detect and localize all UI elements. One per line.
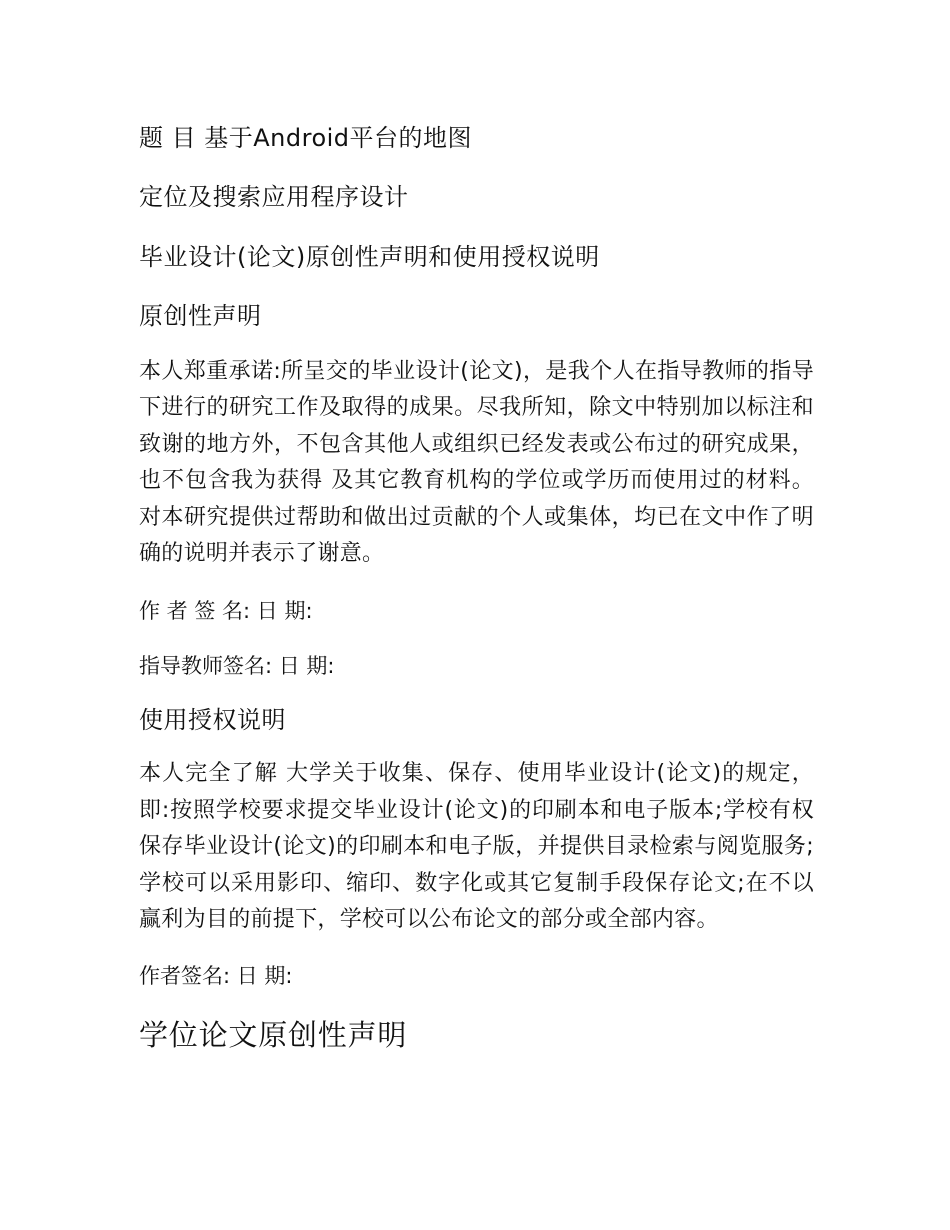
originality-heading: 原创性声明 <box>139 302 262 330</box>
advisor-signature-line: 指导教师签名: 日 期: <box>139 654 335 679</box>
author-signature-line-2: 作者签名: 日 期: <box>139 964 293 989</box>
authorization-heading: 使用授权说明 <box>139 706 286 735</box>
title-line-1: 题 目 基于Android平台的地图 <box>139 124 473 152</box>
author-signature-line: 作 者 签 名: 日 期: <box>139 599 313 624</box>
document-page <box>139 118 814 1057</box>
thesis-originality-heading: 学位论文原创性声明 <box>139 1018 408 1053</box>
originality-paragraph: 本人郑重承诺:所呈交的毕业设计(论文)，是我个人在指导教师的指导下进行的研究工作及取得的成果。尽我所知，除文中特别加以标注和致谢的地方外，不包含其他人或组织已经发表或公布过的研究成果，也不包含我为获得 及其它教育机构的学位或学历而使用过的材料。对本研究提供过帮助和做出过贡献的个人或集体，均已在文中作了明确的说明并表示了谢意。 <box>139 359 814 567</box>
authorization-paragraph: 本人完全了解 大学关于收集、保存、使用毕业设计(论文)的规定，即:按照学校要求提交毕业设计(论文)的印刷本和电子版本;学校有权保存毕业设计(论文)的印刷本和电子版，并提供目录检索与阅览服务;学校可以采用影印、缩印、数字化或其它复制手段保存论文;在不以赢利为目的前提下，学校可以公布论文的部分或全部内容。 <box>139 761 814 933</box>
section-title: 毕业设计(论文)原创性声明和使用授权说明 <box>139 243 600 271</box>
title-line-2: 定位及搜索应用程序设计 <box>139 183 409 211</box>
